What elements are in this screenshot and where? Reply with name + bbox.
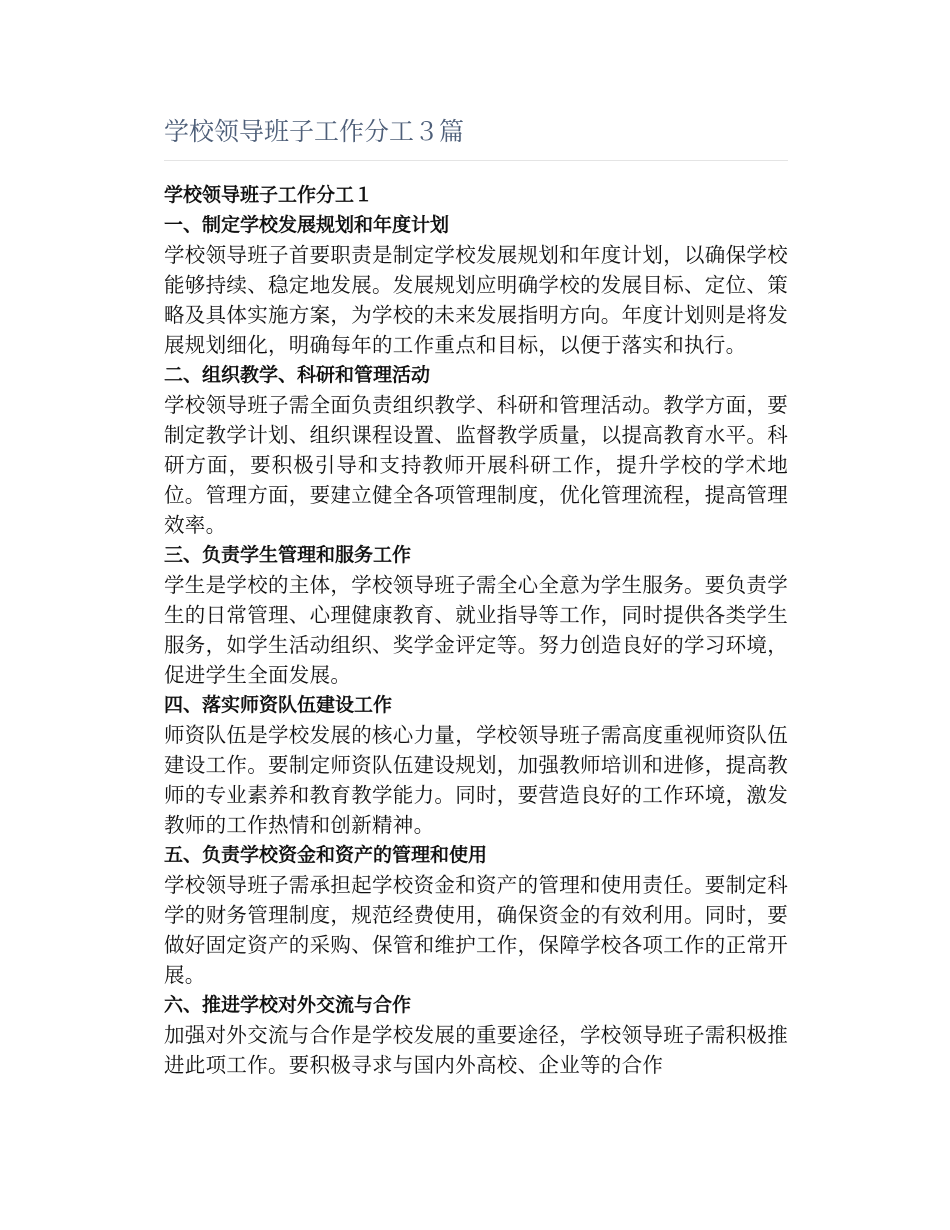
title-divider xyxy=(164,160,788,161)
document-body xyxy=(164,180,788,1080)
item-paragraph: 加强对外交流与合作是学校发展的重要途径，学校领导班子需积极推进此项工作。要积极寻求与国内外高校、企业等的合作 xyxy=(164,1023,788,1077)
item-heading: 四、落实师资队伍建设工作 xyxy=(164,694,393,716)
item-heading: 二、组织教学、科研和管理活动 xyxy=(164,364,431,386)
item-heading: 六、推进学校对外交流与合作 xyxy=(164,994,412,1016)
item-paragraph: 学生是学校的主体，学校领导班子需全心全意为学生服务。要负责学生的日常管理、心理健康教育、就业指导等工作，同时提供各类学生服务，如学生活动组织、奖学金评定等。努力创造良好的学习环境，促进学生全面发展。 xyxy=(164,573,788,687)
section-title: 学校领导班子工作分工１ xyxy=(164,184,374,206)
item-paragraph: 学校领导班子需承担起学校资金和资产的管理和使用责任。要制定科学的财务管理制度，规范经费使用，确保资金的有效利用。同时，要做好固定资产的采购、保管和维护工作，保障学校各项工作的正常开展。 xyxy=(164,873,788,987)
item-paragraph: 学校领导班子首要职责是制定学校发展规划和年度计划，以确保学校能够持续、稳定地发展。发展规划应明确学校的发展目标、定位、策略及具体实施方案，为学校的未来发展指明方向。年度计划则是将发展规划细化，明确每年的工作重点和目标，以便于落实和执行。 xyxy=(164,243,788,357)
item-paragraph: 师资队伍是学校发展的核心力量，学校领导班子需高度重视师资队伍建设工作。要制定师资队伍建设规划，加强教师培训和进修，提高教师的专业素养和教育教学能力。同时，要营造良好的工作环境，激发教师的工作热情和创新精神。 xyxy=(164,723,788,837)
item-heading: 五、负责学校资金和资产的管理和使用 xyxy=(164,844,488,866)
item-heading: 一、制定学校发展规划和年度计划 xyxy=(164,214,450,236)
item-heading: 三、负责学生管理和服务工作 xyxy=(164,544,412,566)
item-paragraph: 学校领导班子需全面负责组织教学、科研和管理活动。教学方面，要制定教学计划、组织课程设置、监督教学质量，以提高教育水平。科研方面，要积极引导和支持教师开展科研工作，提升学校的学术地位。管理方面，要建立健全各项管理制度，优化管理流程，提高管理效率。 xyxy=(164,393,788,537)
document-title: 学校领导班子工作分工３篇 xyxy=(164,117,465,146)
